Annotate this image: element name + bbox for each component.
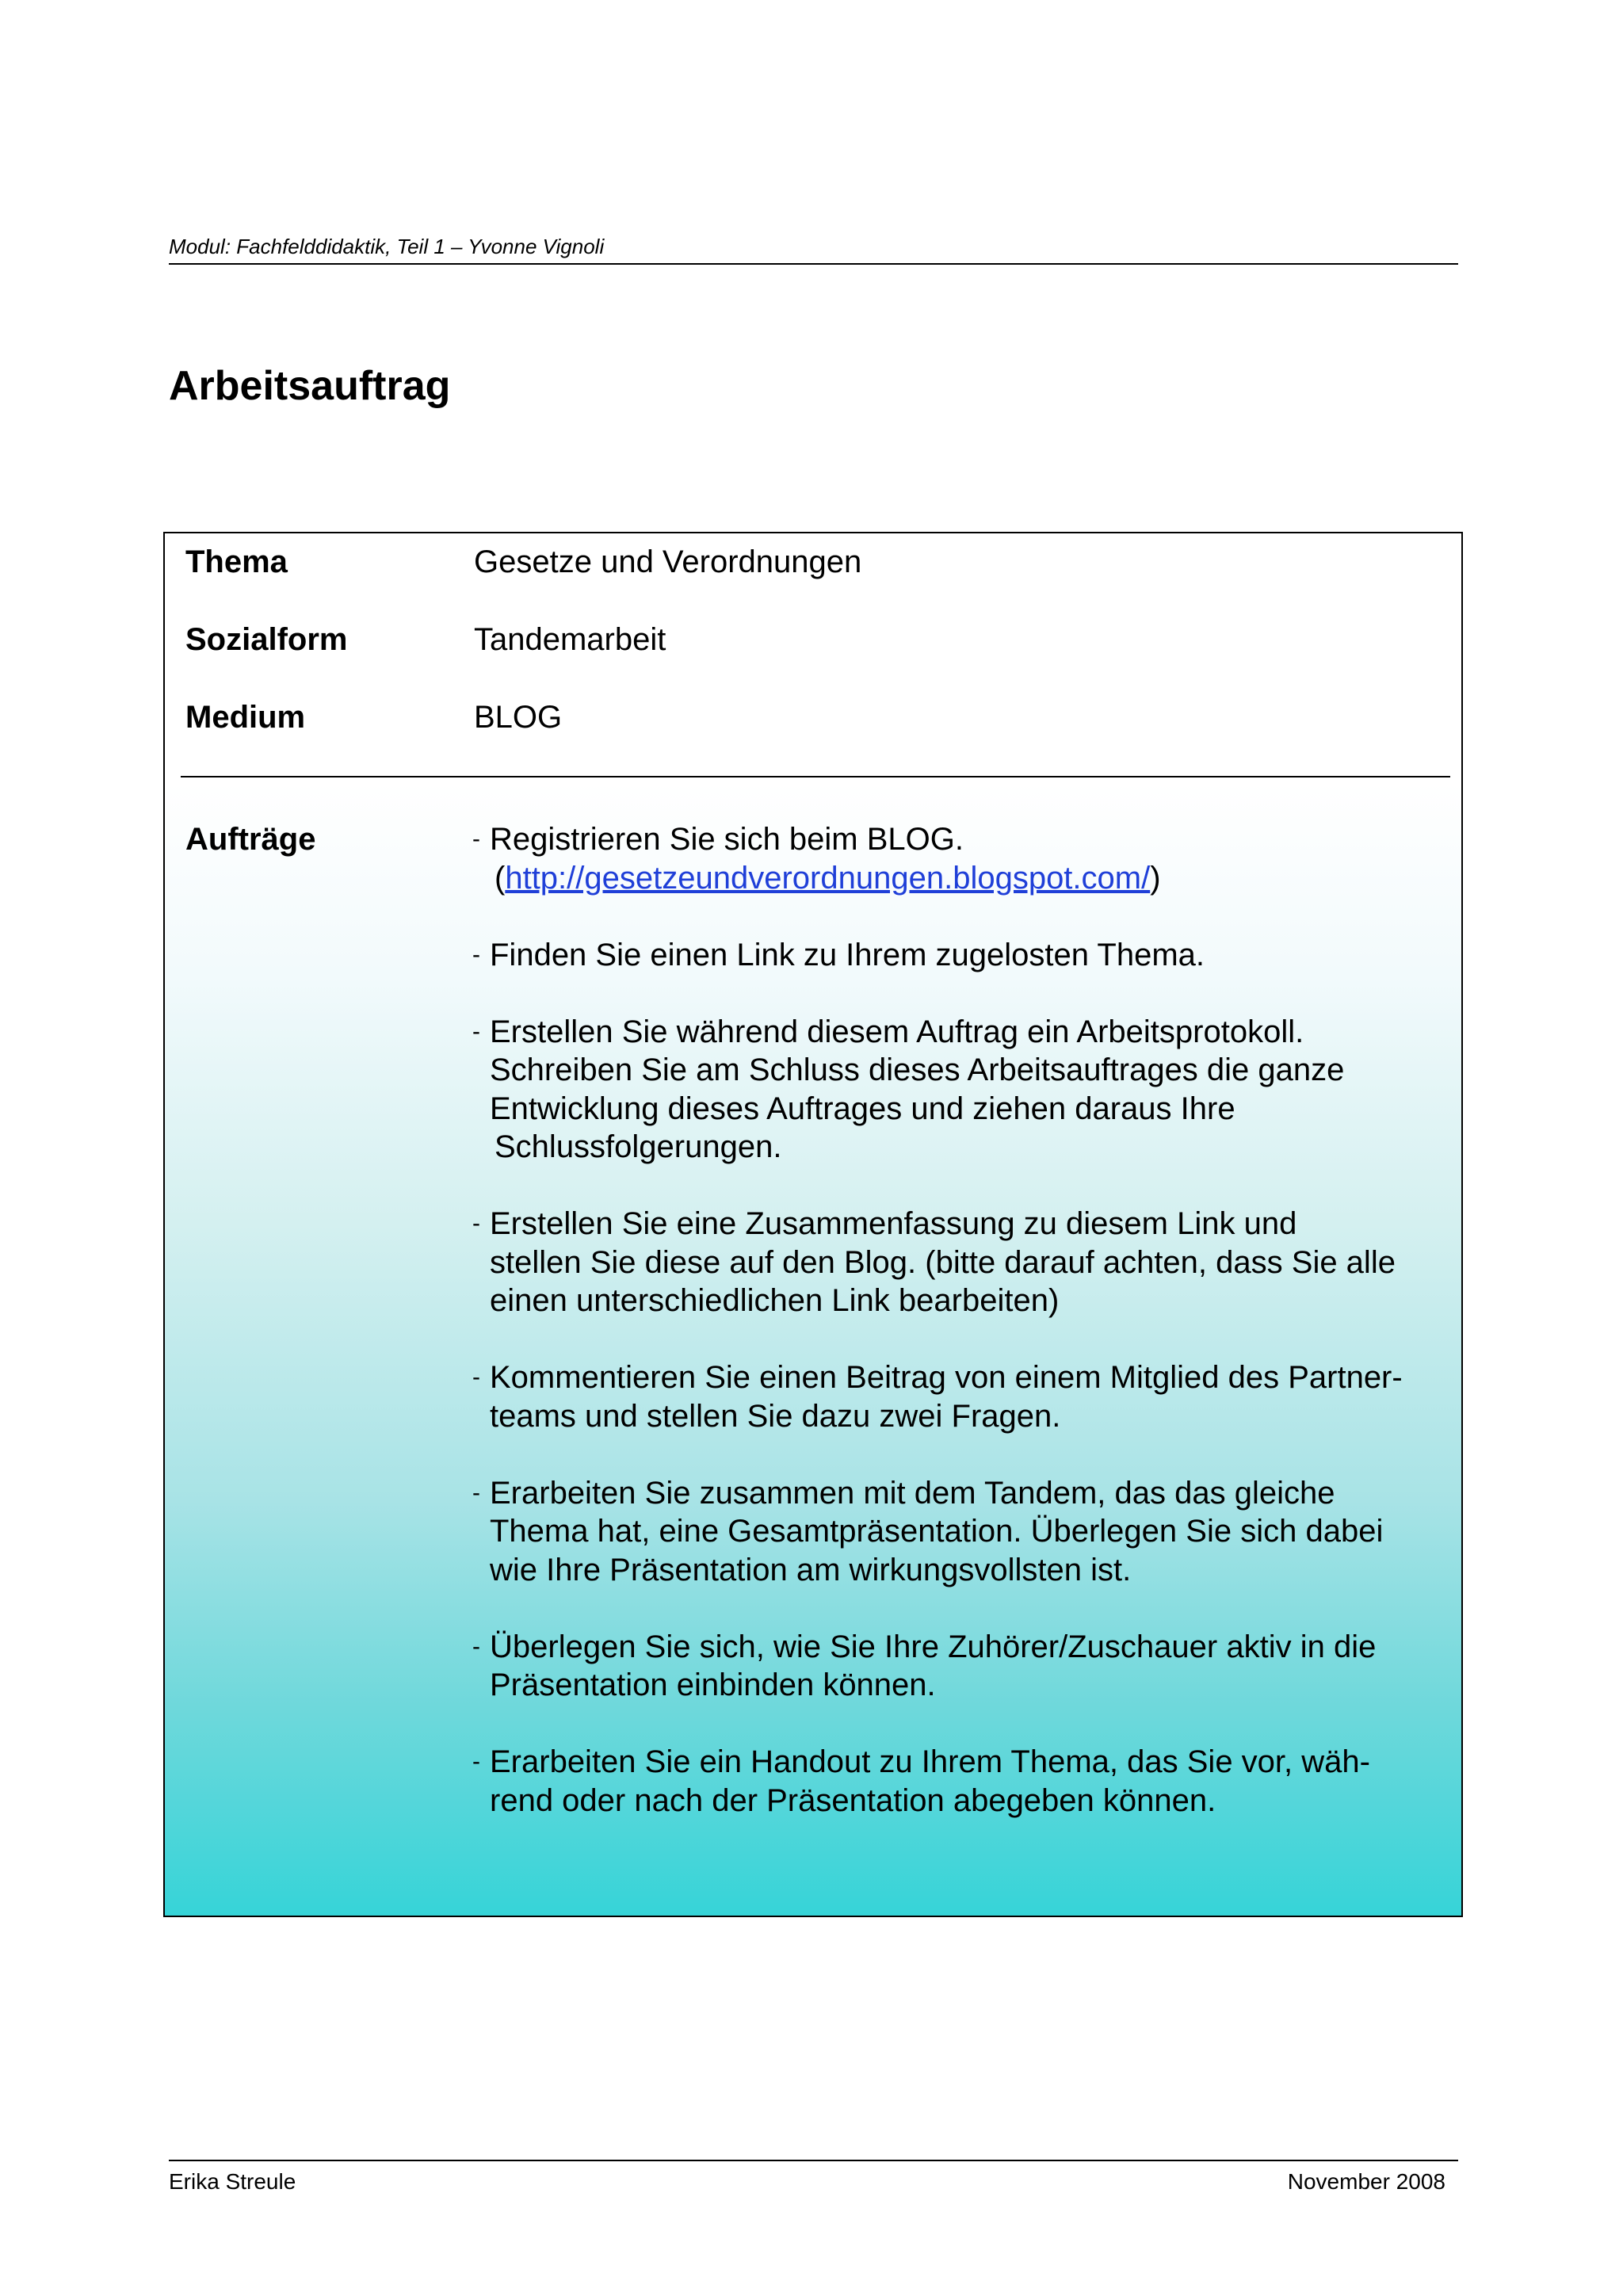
task-item-protocol (472, 1013, 1447, 1167)
task-line: rend oder nach der Präsentation abegeben können. (490, 1782, 1216, 1818)
task-line: Präsentation einbinden können. (490, 1668, 936, 1702)
task-line: Thema hat, eine Gesamtpräsentation. Überlegen Sie sich dabei (490, 1514, 1384, 1549)
sozialform-label: Sozialform (185, 622, 348, 657)
task-line: Erarbeiten Sie zusammen mit dem Tandem, das das gleiche (490, 1475, 1335, 1511)
task-dash: - (472, 1364, 480, 1390)
sozialform-value: Tandemarbeit (474, 622, 666, 657)
tasks-label: Aufträge (185, 822, 316, 857)
section-divider (181, 776, 1450, 777)
task-line: Kommentieren Sie einen Beitrag von einem Mitglied des Partner- (490, 1360, 1403, 1395)
task-item-comment (472, 1358, 1447, 1435)
task-dash: - (472, 826, 480, 852)
task-line: Erstellen Sie während diesem Auftrag ein Arbeitsprotokoll. (490, 1014, 1304, 1049)
task-line: Schreiben Sie am Schluss dieses Arbeitsauftrages die ganze (490, 1052, 1345, 1087)
task-line: Schlussfolgerungen. (495, 1129, 782, 1164)
paren-open: ( (495, 860, 506, 896)
task-item-summary (472, 1205, 1447, 1320)
task-dash: - (472, 1018, 480, 1045)
task-dash: - (472, 941, 480, 968)
task-item-audience (472, 1628, 1447, 1705)
paren-close: ) (1150, 860, 1161, 896)
task-item-presentation (472, 1474, 1447, 1590)
thema-value: Gesetze und Verordnungen (474, 544, 862, 579)
page-header (169, 233, 1458, 265)
task-dash: - (472, 1479, 480, 1506)
task-line: Entwicklung dieses Auftrages und ziehen daraus Ihre (490, 1091, 1235, 1126)
assignment-box (163, 532, 1463, 1917)
task-url-line (490, 859, 1447, 898)
task-line: Überlegen Sie sich, wie Sie Ihre Zuhörer/Zuschauer aktiv in die (490, 1629, 1377, 1664)
task-dash: - (472, 1633, 480, 1660)
task-line: teams und stellen Sie dazu zwei Fragen. (490, 1398, 1061, 1434)
task-dash: - (472, 1210, 480, 1236)
task-line: stellen Sie diese auf den Blog. (bitte darauf achten, dass Sie alle (490, 1244, 1396, 1280)
task-item-find-link (472, 936, 1447, 975)
task-line: Erarbeiten Sie ein Handout zu Ihrem Thema, das Sie vor, wäh- (490, 1744, 1370, 1779)
task-line: Registrieren Sie sich beim BLOG. (490, 822, 964, 857)
footer-author: Erika Streule (169, 2169, 296, 2194)
thema-label: Thema (185, 544, 288, 579)
task-line: einen unterschiedlichen Link bearbeiten) (490, 1283, 1060, 1318)
task-dash: - (472, 1748, 480, 1775)
header-text: Modul: Fachfelddidaktik, Teil 1 – Yvonne Vignoli (169, 235, 605, 258)
task-line: Finden Sie einen Link zu Ihrem zugelosten Thema. (490, 937, 1205, 972)
task-line: wie Ihre Präsentation am wirkungsvollsten ist. (490, 1552, 1132, 1587)
medium-value: BLOG (474, 700, 563, 735)
medium-label: Medium (185, 700, 306, 735)
blog-link[interactable]: http://gesetzeundverordnungen.blogspot.com/ (505, 860, 1151, 896)
page-title: Arbeitsauftrag (169, 363, 451, 409)
page-footer (169, 2160, 1458, 2194)
task-list (472, 820, 1447, 1859)
footer-date: November 2008 (1287, 2169, 1445, 2194)
task-line: Erstellen Sie eine Zusammenfassung zu diesem Link und (490, 1206, 1297, 1241)
task-item-register (472, 820, 1447, 897)
task-item-handout (472, 1743, 1447, 1820)
